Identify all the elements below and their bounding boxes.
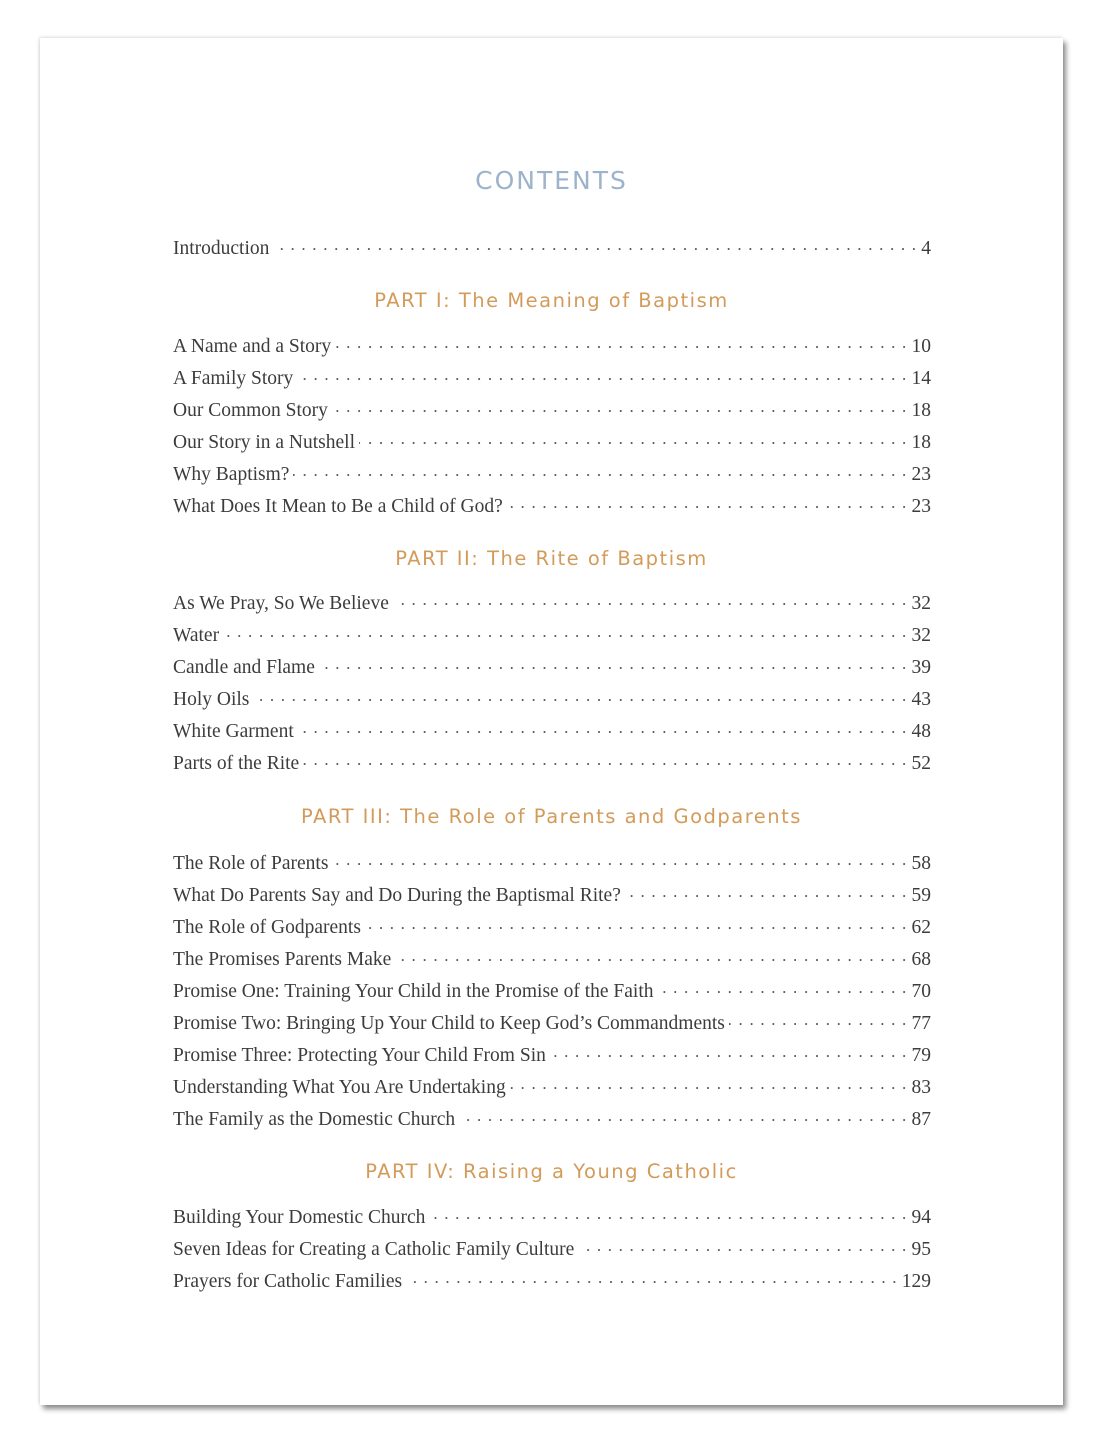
dot-leader bbox=[273, 234, 917, 254]
toc-entry[interactable] bbox=[173, 881, 931, 911]
toc-entry-page: 68 bbox=[911, 949, 931, 970]
toc-entry-label: Water bbox=[173, 625, 220, 646]
toc-entry-page: 32 bbox=[911, 593, 931, 614]
dot-leader bbox=[253, 685, 907, 705]
toc-entry-page: 18 bbox=[911, 432, 931, 453]
toc-entry[interactable] bbox=[173, 1105, 931, 1135]
toc-entry-label: Our Common Story bbox=[173, 400, 328, 421]
toc-entry[interactable] bbox=[173, 945, 931, 975]
dot-leader bbox=[223, 621, 907, 641]
toc-entry-page: 14 bbox=[911, 368, 931, 389]
part-heading-1: PART I: The Meaning of Baptism bbox=[374, 289, 729, 312]
toc-entry[interactable] bbox=[173, 1235, 931, 1265]
part-heading-2: PART II: The Rite of Baptism bbox=[395, 547, 708, 570]
toc-entry-page: 70 bbox=[911, 981, 931, 1002]
toc-entry-label: Holy Oils bbox=[173, 689, 250, 710]
toc-entry-page: 18 bbox=[911, 400, 931, 421]
toc-entry-page: 10 bbox=[911, 336, 931, 357]
dot-leader bbox=[550, 1041, 908, 1061]
toc-entry-page: 129 bbox=[901, 1271, 931, 1292]
toc-entry-page: 83 bbox=[911, 1077, 931, 1098]
dot-leader bbox=[578, 1235, 907, 1255]
toc-entry-page: 43 bbox=[911, 689, 931, 710]
toc-entry[interactable] bbox=[173, 492, 931, 522]
toc-entry[interactable] bbox=[173, 589, 931, 619]
dot-leader bbox=[429, 1203, 907, 1223]
part-heading-4: PART IV: Raising a Young Catholic bbox=[365, 1160, 738, 1183]
toc-entry-page: 59 bbox=[911, 885, 931, 906]
toc-entry-label: A Name and a Story bbox=[173, 336, 332, 357]
toc-entry-label: Promise Two: Bringing Up Your Child to Keep God’s Commandments bbox=[173, 1013, 725, 1034]
dot-leader bbox=[395, 945, 907, 965]
toc-entry-label: Building Your Domestic Church bbox=[173, 1207, 426, 1228]
toc-entry-page: 39 bbox=[911, 657, 931, 678]
toc-entry-page: 23 bbox=[911, 464, 931, 485]
toc-entry-page: 58 bbox=[911, 853, 931, 874]
toc-entry[interactable] bbox=[173, 1041, 931, 1071]
toc-entry-page: 4 bbox=[921, 238, 931, 259]
toc-entry[interactable] bbox=[173, 977, 931, 1007]
toc-entry-label: Promise One: Training Your Child in the Promise of the Faith bbox=[173, 981, 654, 1002]
toc-entry-label: Why Baptism? bbox=[173, 464, 290, 485]
toc-entry[interactable] bbox=[173, 428, 931, 458]
toc-entry-page: 77 bbox=[911, 1013, 931, 1034]
toc-entry-page: 79 bbox=[911, 1045, 931, 1066]
toc-entry[interactable] bbox=[173, 717, 931, 747]
toc-entry-label: Introduction bbox=[173, 238, 270, 259]
toc-entry[interactable] bbox=[173, 1073, 931, 1103]
dot-leader bbox=[293, 460, 907, 480]
toc-entry-introduction[interactable] bbox=[173, 234, 931, 264]
toc-entry[interactable] bbox=[173, 685, 931, 715]
dot-leader bbox=[657, 977, 907, 997]
toc-entry[interactable] bbox=[173, 621, 931, 651]
dot-leader bbox=[298, 717, 908, 737]
dot-leader bbox=[303, 749, 907, 769]
toc-entry[interactable] bbox=[173, 849, 931, 879]
toc-entry-page: 62 bbox=[911, 917, 931, 938]
toc-entry[interactable] bbox=[173, 396, 931, 426]
toc-entry-label: A Family Story bbox=[173, 368, 294, 389]
dot-leader bbox=[365, 913, 908, 933]
toc-entry-page: 48 bbox=[911, 721, 931, 742]
toc-entry[interactable] bbox=[173, 364, 931, 394]
toc-entry-label: Parts of the Rite bbox=[173, 753, 300, 774]
toc-entry-label: Candle and Flame bbox=[173, 657, 315, 678]
dot-leader bbox=[625, 881, 908, 901]
toc-entry-page: 52 bbox=[911, 753, 931, 774]
toc-entry[interactable] bbox=[173, 460, 931, 490]
dot-leader bbox=[406, 1267, 898, 1287]
toc-entry[interactable] bbox=[173, 332, 931, 362]
toc-entry-label: Prayers for Catholic Families bbox=[173, 1271, 403, 1292]
toc-entry-label: What Do Parents Say and Do During the Baptismal Rite? bbox=[173, 885, 621, 906]
toc-entry-label: The Role of Godparents bbox=[173, 917, 361, 938]
dot-leader bbox=[507, 492, 908, 512]
toc-entry-page: 23 bbox=[911, 496, 931, 517]
dot-leader bbox=[332, 849, 907, 869]
toc-entry-label: The Promises Parents Make bbox=[173, 949, 392, 970]
book-page bbox=[40, 38, 1063, 1405]
dot-leader bbox=[729, 1009, 908, 1029]
toc-entry-label: Promise Three: Protecting Your Child From Sin bbox=[173, 1045, 546, 1066]
dot-leader bbox=[319, 653, 908, 673]
dot-leader bbox=[359, 428, 908, 448]
toc-entry-label: Our Story in a Nutshell bbox=[173, 432, 355, 453]
dot-leader bbox=[510, 1073, 908, 1093]
toc-entry-label: Understanding What You Are Undertaking bbox=[173, 1077, 506, 1098]
toc-entry-page: 94 bbox=[911, 1207, 931, 1228]
toc-entry[interactable] bbox=[173, 749, 931, 779]
toc-entry-page: 95 bbox=[911, 1239, 931, 1260]
dot-leader bbox=[393, 589, 908, 609]
toc-entry-label: The Family as the Domestic Church bbox=[173, 1109, 456, 1130]
page-title: CONTENTS bbox=[475, 166, 628, 195]
toc-entry-label: White Garment bbox=[173, 721, 294, 742]
toc-entry[interactable] bbox=[173, 1267, 931, 1297]
toc-entry[interactable] bbox=[173, 653, 931, 683]
toc-entry-page: 32 bbox=[911, 625, 931, 646]
toc-entry-label: The Role of Parents bbox=[173, 853, 329, 874]
dot-leader bbox=[459, 1105, 907, 1125]
toc-entry[interactable] bbox=[173, 1203, 931, 1233]
dot-leader bbox=[335, 332, 907, 352]
toc-entry-page: 87 bbox=[911, 1109, 931, 1130]
toc-entry[interactable] bbox=[173, 913, 931, 943]
toc-entry[interactable] bbox=[173, 1009, 931, 1039]
toc-entry-label: What Does It Mean to Be a Child of God? bbox=[173, 496, 503, 517]
toc-entry-label: As We Pray, So We Believe bbox=[173, 593, 389, 614]
dot-leader bbox=[297, 364, 907, 384]
dot-leader bbox=[332, 396, 908, 416]
part-heading-3: PART III: The Role of Parents and Godparents bbox=[301, 805, 802, 828]
toc-entry-label: Seven Ideas for Creating a Catholic Family Culture bbox=[173, 1239, 575, 1260]
